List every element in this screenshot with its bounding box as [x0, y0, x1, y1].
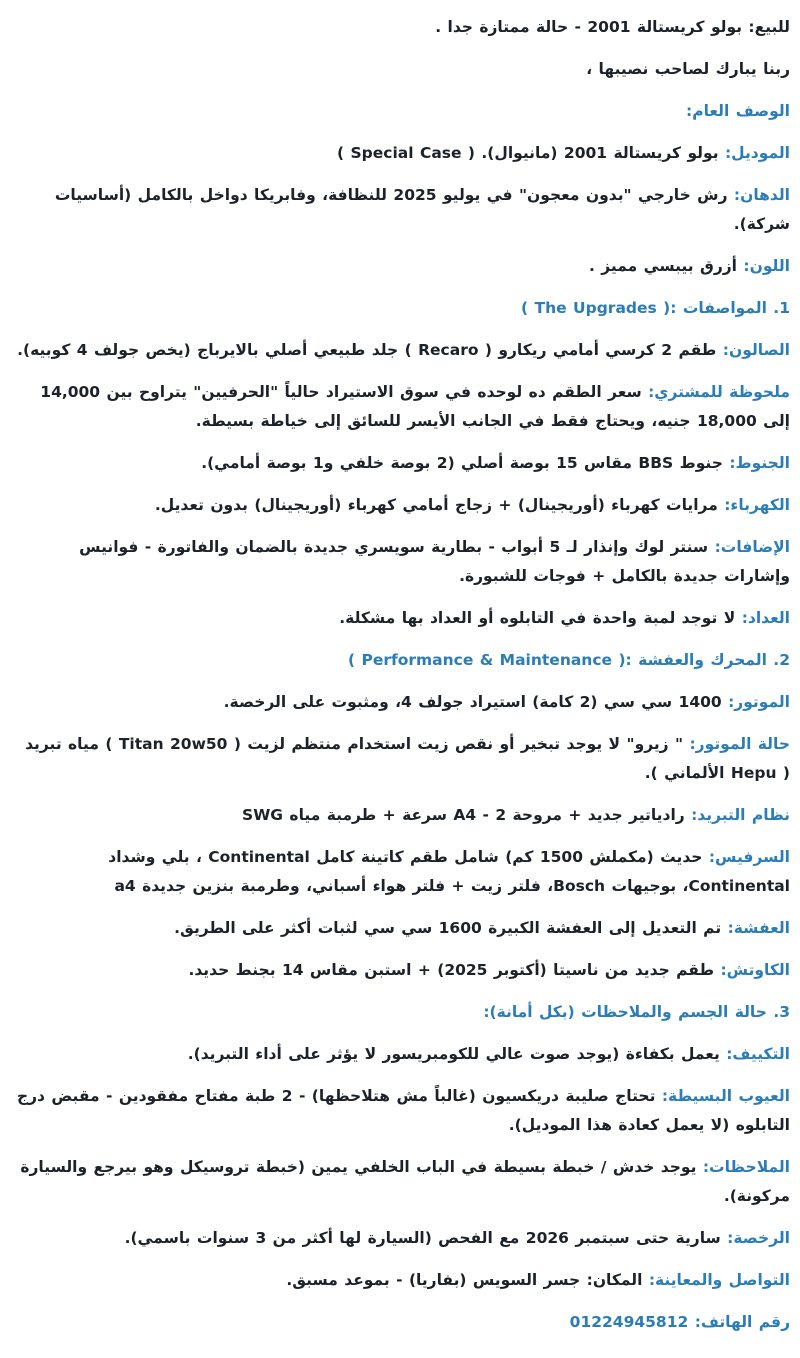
section-heading — [12, 97, 790, 126]
field-label: الصالون: — [722, 341, 790, 359]
document-body — [12, 13, 790, 1337]
field-label: رقم الهاتف: — [694, 1313, 790, 1331]
field-text: طقم 2 كرسي أمامي ريكارو ( Recaro ) جلد طبيعي أصلي بالايرباج (يخص جولف 4 كوبيه). — [17, 341, 717, 359]
field-paragraph — [12, 491, 790, 520]
field-text: سعر الطقم ده لوحده في سوق الاستيراد حالياً "الحرفيين" يتراوح بين 14,000 إلى 18,000 جنيه، ويحتاج فقط في الجانب الأيسر للسائق إلى خياطة بسيطة. — [40, 383, 790, 430]
field-label: الرخصة: — [727, 1229, 790, 1247]
field-text: جنوط BBS مقاس 15 بوصة أصلي (2 بوصة خلفي و1 بوصة أمامي). — [201, 454, 723, 472]
field-label: اللون: — [743, 257, 790, 275]
phone-number: 01224945812 — [569, 1313, 689, 1331]
field-paragraph — [12, 688, 790, 717]
field-text: سنتر لوك وإنذار لـ 5 أبواب - بطارية سويسري جديدة بالضمان والفاتورة - فوانيس وإشارات جديدة بالكامل + فوجات للشبورة. — [79, 538, 790, 585]
field-text: لا توجد لمبة واحدة في التابلوه أو العداد بها مشكلة. — [339, 609, 736, 627]
field-paragraph — [12, 1266, 790, 1295]
field-text: للبيع: بولو كريستالة 2001 - حالة ممتازة جدا . — [435, 18, 790, 36]
field-label: الدهان: — [733, 186, 790, 204]
field-text: الوصف العام: — [686, 102, 790, 120]
field-label: العيوب البسيطة: — [661, 1087, 790, 1105]
field-text: ربنا يبارك لصاحب نصيبها ، — [586, 60, 790, 78]
field-paragraph — [12, 1040, 790, 1069]
field-label: الجنوط: — [729, 454, 790, 472]
field-paragraph — [12, 1153, 790, 1211]
field-paragraph — [12, 604, 790, 633]
field-text: بولو كريستالة 2001 (مانيوال). ( Special Case ) — [337, 144, 719, 162]
field-text: 2. المحرك والعفشة :( Performance & Maintenance ) — [347, 651, 790, 669]
field-paragraph — [12, 533, 790, 591]
field-text: رش خارجي "بدون معجون" في يوليو 2025 للنظافة، وفابريكا دواخل بالكامل (أساسيات شركة). — [54, 186, 790, 233]
phone-line — [12, 1308, 790, 1337]
intro-line — [12, 13, 790, 42]
field-text: مرايات كهرباء (أوريجينال) + زجاج أمامي كهرباء (أوريجينال) بدون تعديل. — [154, 496, 718, 514]
section-heading — [12, 294, 790, 323]
intro-line — [12, 55, 790, 84]
field-paragraph — [12, 730, 790, 788]
field-text: يوجد خدش / خبطة بسيطة في الباب الخلفي يمين (خبطة تروسيكل وهو بيرجع والسيارة مركونة). — [20, 1158, 790, 1205]
field-paragraph — [12, 1224, 790, 1253]
field-label: السرفيس: — [708, 848, 790, 866]
field-label: التكييف: — [726, 1045, 790, 1063]
field-paragraph — [12, 181, 790, 239]
field-text: " زيرو" لا يوجد تبخير أو نقص زيت استخدام منتظم لزيت ( Titan 20w50 ) مياه تبريد ( Hepu الألماني ). — [25, 735, 790, 782]
field-label: حالة الموتور: — [689, 735, 790, 753]
field-label: الكهرباء: — [724, 496, 790, 514]
field-text: 1400 سي سي (2 كامة) استيراد جولف 4، ومثبوت على الرخصة. — [223, 693, 722, 711]
field-text: تحتاج صليبة دريكسيون (غالباً مش هتلاحظها) - 2 طبة مفتاح مفقودين - مقبض درج التابلوه (لا يعمل كعادة هذا الموديل). — [16, 1087, 790, 1134]
field-text: سارية حتى سبتمبر 2026 مع الفحص (السيارة لها أكثر من 3 سنوات باسمي). — [124, 1229, 721, 1247]
field-label: الإضافات: — [714, 538, 790, 556]
field-label: التواصل والمعاينة: — [648, 1271, 790, 1289]
field-text: يعمل بكفاءة (يوجد صوت عالي للكومبريسور لا يؤثر على أداء التبريد). — [187, 1045, 720, 1063]
field-label: الملاحظات: — [702, 1158, 790, 1176]
field-text: 1. المواصفات :( The Upgrades ) — [521, 299, 790, 317]
field-paragraph — [12, 139, 790, 168]
field-paragraph — [12, 914, 790, 943]
field-label: ملحوظة للمشتري: — [648, 383, 790, 401]
field-paragraph — [12, 801, 790, 830]
field-label: نظام التبريد: — [691, 806, 790, 824]
field-text: تم التعديل إلى العفشة الكبيرة 1600 سي سي لثبات أكثر على الطريق. — [174, 919, 722, 937]
field-text: رادياتير جديد + مروحة A4 - 2 سرعة + طرمبة مياه SWG — [242, 806, 685, 824]
field-text: المكان: جسر السويس (بفاريا) - بموعد مسبق. — [286, 1271, 643, 1289]
field-label: الموديل: — [724, 144, 790, 162]
field-text: حديث (مكملش 1500 كم) شامل طقم كاتينة كامل Continental ، بلي وشداد Continental، بوجيهات Bosch، فلتر زيت + فلتر هواء أسباني، وطرمبة بنزين جديدة a4 — [108, 848, 790, 895]
field-label: الموتور: — [728, 693, 790, 711]
field-text: أزرق بيبسي مميز . — [589, 257, 737, 275]
field-paragraph — [12, 956, 790, 985]
field-label: العفشة: — [727, 919, 790, 937]
section-heading — [12, 998, 790, 1027]
field-label: الكاوتش: — [720, 961, 790, 979]
field-paragraph — [12, 378, 790, 436]
field-label: العداد: — [741, 609, 790, 627]
field-text: طقم جديد من ناسيتا (أكتوبر 2025) + استبن مقاس 14 بجنط حديد. — [188, 961, 715, 979]
field-paragraph — [12, 1082, 790, 1140]
field-paragraph — [12, 843, 790, 901]
field-paragraph — [12, 252, 790, 281]
field-text: 3. حالة الجسم والملاحظات (بكل أمانة): — [483, 1003, 790, 1021]
field-paragraph — [12, 336, 790, 365]
section-heading — [12, 646, 790, 675]
field-paragraph — [12, 449, 790, 478]
